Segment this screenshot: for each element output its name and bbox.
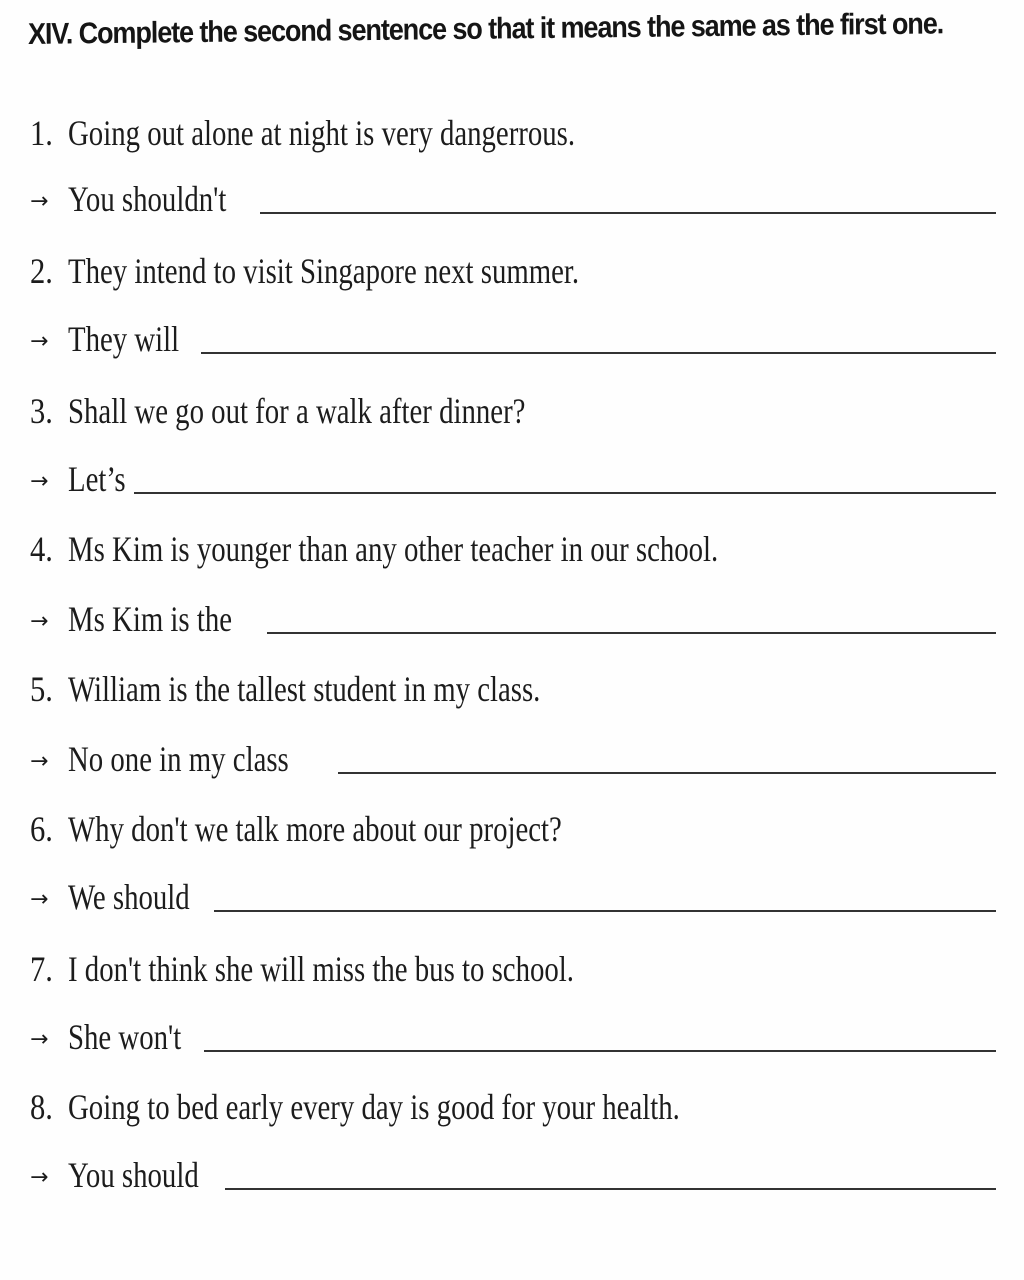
question-line-3	[30, 372, 996, 432]
answer-prompt: You shouldn't	[68, 179, 227, 219]
answer-prompt: You should	[68, 1155, 199, 1195]
arrow-icon: →	[30, 469, 49, 494]
answer-prompt: She won't	[68, 1017, 182, 1057]
answer-prompt: Ms Kim is the	[68, 599, 233, 639]
question-line-2	[30, 232, 996, 292]
arrow-icon: →	[30, 749, 49, 774]
answer-blank[interactable]	[204, 1049, 997, 1052]
arrow-icon: →	[30, 1027, 49, 1052]
answer-line-2	[30, 300, 996, 360]
question-number: 4.	[30, 529, 53, 569]
answer-line-5	[30, 720, 996, 780]
answer-line-1	[30, 160, 996, 220]
question-sentence: Why don't we talk more about our project?	[68, 809, 562, 849]
question-sentence: William is the tallest student in my class.	[68, 669, 541, 709]
question-number: 3.	[30, 391, 53, 431]
question-number: 5.	[30, 669, 53, 709]
question-number: 8.	[30, 1087, 53, 1127]
answer-blank[interactable]	[338, 771, 996, 774]
exercise-heading: XIV. Complete the second sentence so that it means the same as the first one.	[27, 7, 944, 51]
answer-prompt: We should	[68, 877, 190, 917]
answer-blank[interactable]	[134, 491, 996, 494]
question-line-4	[30, 510, 996, 570]
question-sentence: Ms Kim is younger than any other teacher in our school.	[68, 529, 719, 569]
question-sentence: Going to bed early every day is good for your health.	[68, 1087, 680, 1127]
answer-blank[interactable]	[260, 211, 996, 214]
answer-prompt: They will	[68, 319, 180, 359]
answer-blank[interactable]	[267, 631, 996, 634]
arrow-icon: →	[30, 329, 49, 354]
question-sentence: I don't think she will miss the bus to school.	[68, 949, 574, 989]
answer-prompt: No one in my class	[68, 739, 289, 779]
question-number: 7.	[30, 949, 53, 989]
question-sentence: Shall we go out for a walk after dinner?	[68, 391, 526, 431]
answer-line-6	[30, 858, 996, 918]
question-line-7	[30, 930, 996, 990]
answer-line-4	[30, 580, 996, 640]
arrow-icon: →	[30, 189, 49, 214]
answer-line-8	[30, 1136, 996, 1196]
answer-blank[interactable]	[201, 351, 996, 354]
question-number: 6.	[30, 809, 53, 849]
answer-prompt: Let’s	[68, 459, 126, 499]
question-line-5	[30, 650, 996, 710]
question-sentence: They intend to visit Singapore next summer.	[68, 251, 580, 291]
question-line-6	[30, 790, 996, 850]
question-line-1	[30, 94, 996, 154]
question-number: 1.	[30, 113, 53, 153]
question-number: 2.	[30, 251, 53, 291]
answer-line-7	[30, 998, 996, 1058]
arrow-icon: →	[30, 609, 49, 634]
answer-blank[interactable]	[225, 1187, 996, 1190]
answer-line-3	[30, 440, 996, 500]
answer-blank[interactable]	[214, 909, 996, 912]
question-sentence: Going out alone at night is very dangerrous.	[68, 113, 576, 153]
question-line-8	[30, 1068, 996, 1128]
arrow-icon: →	[30, 1165, 49, 1190]
arrow-icon: →	[30, 887, 49, 912]
